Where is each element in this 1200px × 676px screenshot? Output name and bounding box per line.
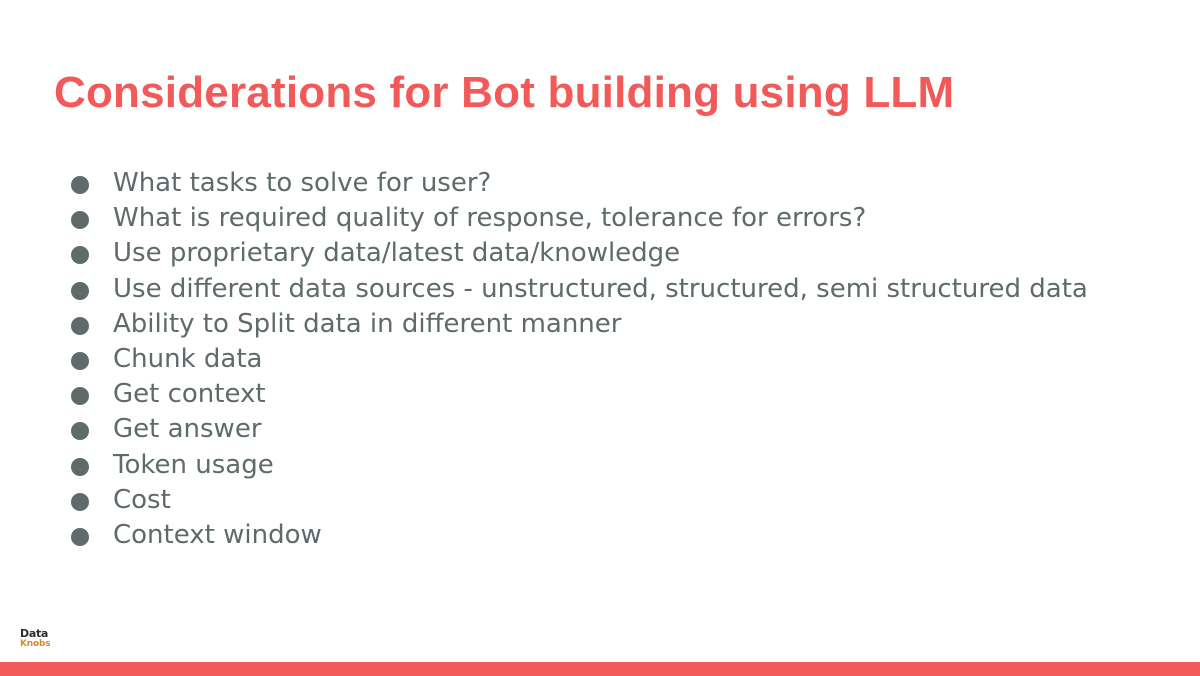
logo-line2: Knobs: [20, 639, 51, 649]
bullet-dot-icon: [71, 282, 89, 300]
slide-title: Considerations for Bot building using LLM: [54, 68, 955, 117]
bullet-dot-icon: [71, 176, 89, 194]
bullet-item: [68, 377, 1128, 412]
bullet-text: Use different data sources - unstructured, structured, semi structured data: [113, 273, 1088, 304]
bullet-dot-icon: [71, 387, 89, 405]
bullet-dot-icon: [71, 422, 89, 440]
footer-bar: [0, 662, 1200, 676]
bullet-item: [68, 201, 1128, 236]
bullet-item: [68, 342, 1128, 377]
logo-line1: Data: [20, 627, 49, 640]
bullet-text: Get answer: [113, 414, 262, 445]
bullet-dot-icon: [71, 528, 89, 546]
bullet-text: Chunk data: [113, 344, 263, 375]
bullet-item: [68, 272, 1128, 307]
bullet-item: [68, 236, 1128, 271]
bullet-dot-icon: [71, 211, 89, 229]
bullet-item: [68, 166, 1128, 201]
bullet-text: Cost: [113, 484, 171, 515]
bullet-text: What tasks to solve for user?: [113, 168, 492, 198]
bullet-item: [68, 412, 1128, 447]
bullet-dot-icon: [71, 493, 89, 511]
bullet-text: Ability to Split data in different manner: [113, 308, 622, 339]
bullet-item: [68, 483, 1128, 518]
bullet-list: [68, 166, 1128, 553]
data-knobs-logo: [20, 628, 60, 654]
bullet-dot-icon: [71, 458, 89, 476]
bullet-item: [68, 518, 1128, 553]
bullet-text: Context window: [113, 520, 322, 551]
bullet-dot-icon: [71, 246, 89, 264]
bullet-text: Get context: [113, 379, 266, 410]
bullet-text: Token usage: [113, 449, 274, 480]
bullet-dot-icon: [71, 317, 89, 335]
bullet-text: Use proprietary data/latest data/knowledge: [113, 238, 681, 269]
bullet-item: [68, 307, 1128, 342]
bullet-dot-icon: [71, 352, 89, 370]
bullet-item: [68, 448, 1128, 483]
bullet-text: What is required quality of response, tolerance for errors?: [113, 203, 867, 234]
